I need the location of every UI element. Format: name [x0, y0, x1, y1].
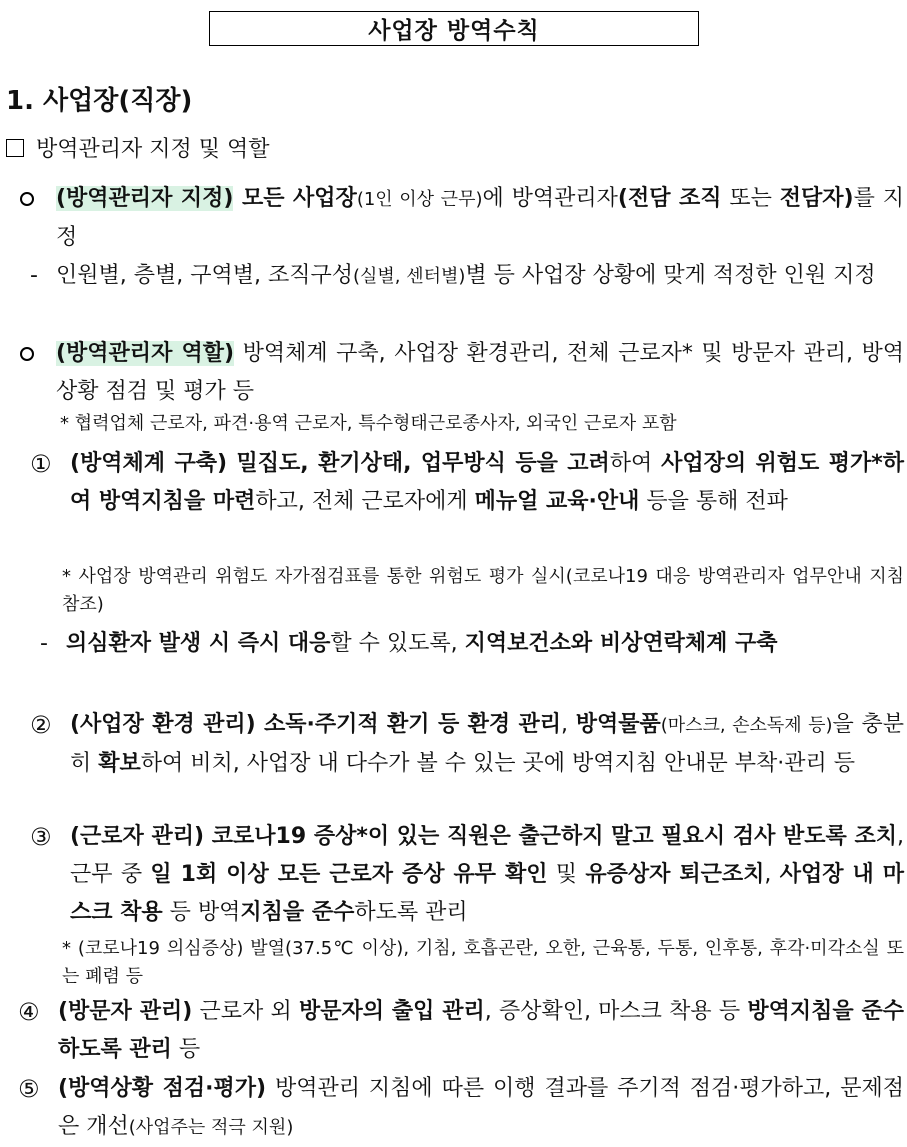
- footnote-symptoms: * (코로나19 의심증상) 발열(37.5℃ 이상), 기침, 호흡곤란, 오한, 근육통, 두통, 인후통, 후각·미각소실 또는 폐렴 등: [62, 938, 904, 987]
- circled-number: ②: [30, 711, 52, 739]
- circled-number: ④: [18, 998, 40, 1026]
- item-label: (방역관리자 지정): [56, 186, 234, 211]
- item-system-build: ① (방역체계 구축) 밀집도, 환기상태, 업무방식 등을 고려하여 사업장의 위험도 평가*하여 방역지침을 마련하고, 전체 근로자에게 메뉴얼 교육·안내 등을 통해 전파: [30, 445, 904, 521]
- item-worker-management: ③ (근로자 관리) 코로나19 증상*이 있는 직원은 출근하지 말고 필요시 검사 받도록 조치, 근무 중 일 1회 이상 모든 근로자 증상 유무 확인 및 유증상자 퇴근조치, 사업장 내 마스크 착용 등 방역지침을 준수하도록 관리: [30, 818, 904, 932]
- subsection-heading-text: 방역관리자 지정 및 역할: [36, 137, 270, 162]
- item-inspection: ⑤ (방역상황 점검·평가) 방역관리 지침에 따른 이행 결과를 주기적 점검·평가하고, 문제점은 개선(사업주는 적극 지원): [18, 1070, 904, 1147]
- item-label: (방역관리자 역할): [56, 341, 235, 366]
- item-environment: ② (사업장 환경 관리) 소독·주기적 환기 등 환경 관리, 방역물품(마스크, 손소독제 등)을 충분히 확보하여 비치, 사업장 내 다수가 볼 수 있는 곳에 방역지침 안내문 부착·관리 등: [30, 706, 904, 783]
- item-visitor-management: ④ (방문자 관리) 근로자 외 방문자의 출입 관리, 증상확인, 마스크 착용 등 방역지침을 준수하도록 관리 등: [18, 993, 904, 1069]
- dash-bullet: -: [30, 263, 38, 288]
- circled-number: ①: [30, 450, 52, 478]
- item-role: (방역관리자 역할) 방역체계 구축, 사업장 환경관리, 전체 근로자* 및 방문자 관리, 방역상황 점검 및 평가 등: [20, 335, 904, 411]
- circle-bullet-icon: [20, 192, 34, 206]
- footnote-risk-assessment: * 사업장 방역관리 위험도 자가점검표를 통한 위험도 평가 실시(코로나19 대응 방역관리자 업무안내 지침 참조): [62, 566, 904, 615]
- footnote-workers: * 협력업체 근로자, 파견·용역 근로자, 특수형태근로종사자, 외국인 근로자 포함: [60, 413, 677, 434]
- section-heading: 1. 사업장(직장): [6, 86, 193, 116]
- item-staffing: - 인원별, 층별, 구역별, 조직구성(실별, 센터별)별 등 사업장 상황에 맞게 적정한 인원 지정: [30, 257, 904, 296]
- item-designation: (방역관리자 지정) 모든 사업장(1인 이상 근무)에 방역관리자(전담 조직 또는 전담자)를 지정: [20, 180, 904, 257]
- document-title: 사업장 방역수칙: [209, 11, 699, 46]
- subsection-heading: [6, 132, 270, 163]
- dash-bullet: -: [40, 631, 48, 656]
- circled-number: ⑤: [18, 1075, 40, 1103]
- circled-number: ③: [30, 823, 52, 851]
- item-emergency-contact: - 의심환자 발생 시 즉시 대응할 수 있도록, 지역보건소와 비상연락체계 구축: [40, 625, 904, 663]
- square-bullet-icon: [6, 139, 24, 157]
- circle-bullet-icon: [20, 347, 34, 361]
